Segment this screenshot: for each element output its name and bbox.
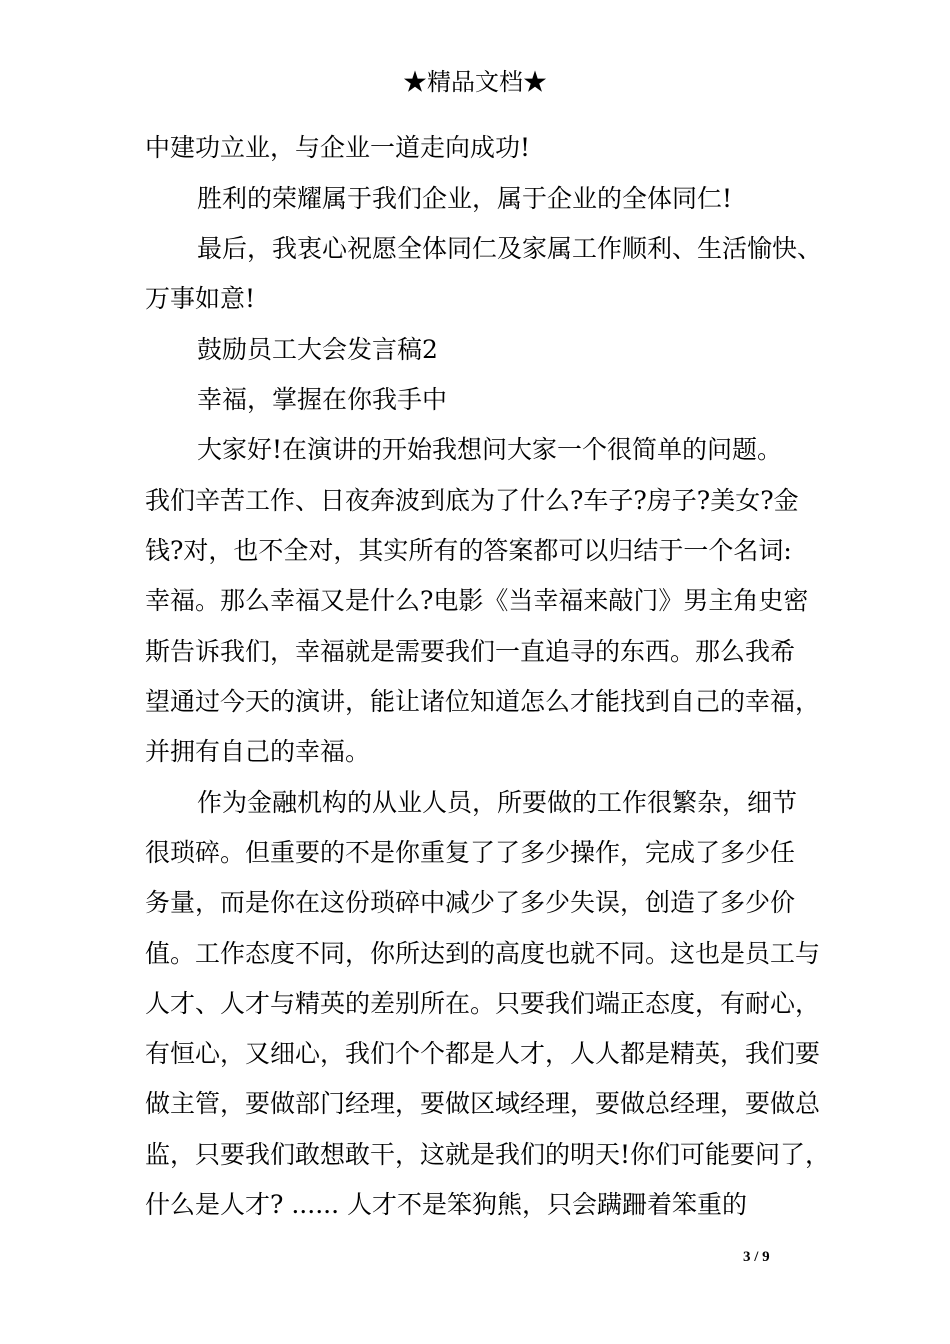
- text-line: 最后，我衷心祝愿全体同仁及家属工作顺利、生活愉快、: [197, 234, 823, 263]
- page-header-title: ★精品文档★: [403, 68, 547, 96]
- page-number: 3 / 9: [743, 1249, 770, 1265]
- text-line: 很琐碎。但重要的不是你重复了了多少操作，完成了多少任: [145, 838, 796, 867]
- text-line: 人才、人才与精英的差别所在。只要我们端正态度，有耐心，: [145, 989, 821, 1018]
- section-title: 鼓励员工大会发言稿2: [197, 335, 438, 364]
- speech-title: 幸福，掌握在你我手中: [197, 385, 448, 414]
- text-line: 什么是人才? ...... 人才不是笨狗熊，只会蹒跚着笨重的: [145, 1190, 747, 1219]
- text-line: 钱?对，也不全对，其实所有的答案都可以归结于一个名词:: [145, 536, 792, 565]
- text-line: 做主管，要做部门经理，要做区域经理，要做总经理，要做总: [145, 1089, 821, 1118]
- text-line: 值。工作态度不同，你所达到的高度也就不同。这也是员工与: [145, 939, 821, 968]
- text-line: 中建功立业，与企业一道走向成功!: [145, 133, 531, 162]
- text-line: 万事如意!: [145, 284, 256, 313]
- text-line: 斯告诉我们，幸福就是需要我们一直追寻的东西。那么我希: [145, 637, 796, 666]
- text-line: 监，只要我们敢想敢干，这就是我们的明天!你们可能要问了，: [145, 1140, 831, 1169]
- text-line: 并拥有自己的幸福。: [145, 737, 371, 766]
- text-line: 幸福。那么幸福又是什么?电影《当幸福来敲门》男主角史密: [145, 586, 809, 615]
- text-line: 作为金融机构的从业人员，所要做的工作很繁杂，细节: [197, 788, 798, 817]
- text-line: 我们辛苦工作、日夜奔波到底为了什么?车子?房子?美女?金: [145, 486, 799, 515]
- text-line: 务量，而是你在这份琐碎中减少了多少失误，创造了多少价: [145, 888, 796, 917]
- text-line: 望通过今天的演讲，能让诸位知道怎么才能找到自己的幸福，: [145, 687, 821, 716]
- text-line: 有恒心，又细心，我们个个都是人才，人人都是精英，我们要: [145, 1039, 821, 1068]
- text-line: 大家好!在演讲的开始我想问大家一个很简单的问题。: [197, 435, 783, 464]
- text-line: 胜利的荣耀属于我们企业，属于企业的全体同仁!: [197, 184, 733, 213]
